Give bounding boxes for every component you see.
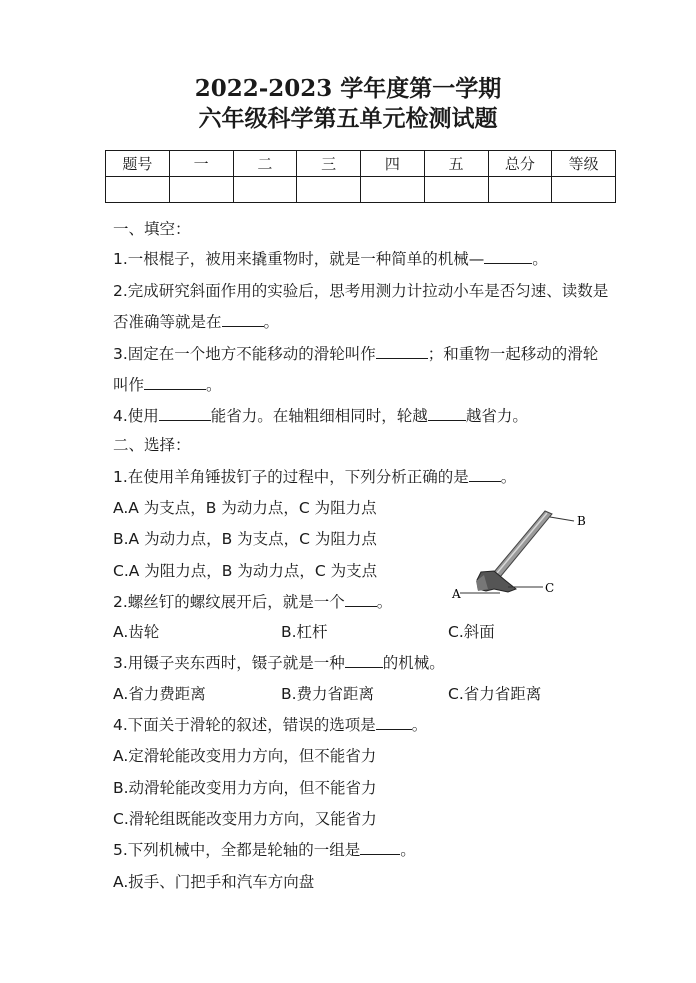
fill-question-1: 1.一根棍子，被用来撬重物时，就是一种简单的机械— 。 [113, 250, 548, 268]
score-cell[interactable] [233, 177, 297, 203]
score-cell[interactable] [424, 177, 488, 203]
choice-question-4: 4.下面关于滑轮的叙述，错误的选项是 。 [113, 716, 428, 734]
choice-option: A.定滑轮能改变用力方向，但不能省力 [113, 747, 377, 765]
answer-blank[interactable] [360, 840, 400, 855]
choice-option: C.A 为阻力点，B 为动力点，C 为支点 [113, 562, 378, 580]
label-b: B [577, 514, 586, 528]
exam-title-subject: 六年级科学第五单元检测试题 [198, 105, 498, 132]
score-header-cell: 等级 [552, 151, 616, 177]
choice-option: A.齿轮 [113, 623, 160, 641]
score-cell[interactable] [488, 177, 552, 203]
answer-blank[interactable] [222, 312, 264, 327]
section2-heading: 二、选择： [113, 436, 191, 454]
choice-question-3: 3.用镊子夹东西时，镊子就是一种 的机械。 [113, 654, 445, 672]
choice-option: A.省力费距离 [113, 685, 206, 703]
choice-option: C.省力省距离 [448, 685, 542, 703]
answer-blank[interactable] [469, 467, 501, 482]
claw-hammer-figure [448, 505, 594, 605]
answer-blank[interactable] [144, 375, 206, 390]
choice-option: A.扳手、门把手和汽车方向盘 [113, 873, 315, 891]
score-table-input-row [106, 177, 616, 203]
choice-question-1: 1.在使用羊角锤拔钉子的过程中，下列分析正确的是 。 [113, 468, 517, 486]
label-a: A [452, 587, 461, 601]
score-header-cell: 四 [361, 151, 425, 177]
choice-option: A.A 为支点，B 为动力点，C 为阻力点 [113, 499, 377, 517]
score-header-cell: 二 [233, 151, 297, 177]
score-header-cell: 三 [297, 151, 361, 177]
score-cell[interactable] [106, 177, 170, 203]
choice-option: B.费力省距离 [281, 685, 375, 703]
score-header-cell: 总分 [488, 151, 552, 177]
answer-blank[interactable] [428, 406, 466, 421]
score-header-cell: 五 [424, 151, 488, 177]
choice-option: B.动滑轮能改变用力方向，但不能省力 [113, 779, 377, 797]
score-table [105, 150, 616, 203]
score-cell[interactable] [169, 177, 233, 203]
score-header-cell: 一 [169, 151, 233, 177]
label-c: C [545, 581, 555, 595]
score-cell[interactable] [297, 177, 361, 203]
answer-blank[interactable] [376, 715, 412, 730]
fill-question-2-line2: 否准确等就是在 。 [113, 313, 280, 331]
choice-option: B.杠杆 [281, 623, 328, 641]
choice-option: B.A 为动力点，B 为支点，C 为阻力点 [113, 530, 377, 548]
fill-question-2-line1: 2.完成研究斜面作用的实验后，思考用测力计拉动小车是否匀速、读数是 [113, 282, 609, 300]
answer-blank[interactable] [345, 592, 377, 607]
section1-heading: 一、填空： [113, 220, 191, 238]
exam-title-term: 2022-2023 学年度第一学期 [194, 75, 502, 102]
answer-blank[interactable] [345, 653, 383, 668]
choice-question-5: 5.下列机械中，全都是轮轴的一组是 。 [113, 841, 416, 859]
fill-question-3-line2: 叫作 。 [113, 376, 222, 394]
choice-option: C.斜面 [448, 623, 495, 641]
answer-blank[interactable] [484, 249, 532, 264]
answer-blank[interactable] [376, 344, 428, 359]
answer-blank[interactable] [159, 406, 211, 421]
score-cell[interactable] [552, 177, 616, 203]
choice-question-2: 2.螺丝钉的螺纹展开后，就是一个 。 [113, 593, 393, 611]
choice-option: C.滑轮组既能改变用力方向，又能省力 [113, 810, 377, 828]
score-header-cell: 题号 [106, 151, 170, 177]
score-table-header-row [106, 151, 616, 177]
score-cell[interactable] [361, 177, 425, 203]
fill-question-3-line1: 3.固定在一个地方不能移动的滑轮叫作 ；和重物一起移动的滑轮 [113, 345, 599, 363]
figure-background [448, 505, 594, 605]
fill-question-4: 4.使用 能省力。在轴粗细相同时，轮越 越省力。 [113, 407, 528, 425]
